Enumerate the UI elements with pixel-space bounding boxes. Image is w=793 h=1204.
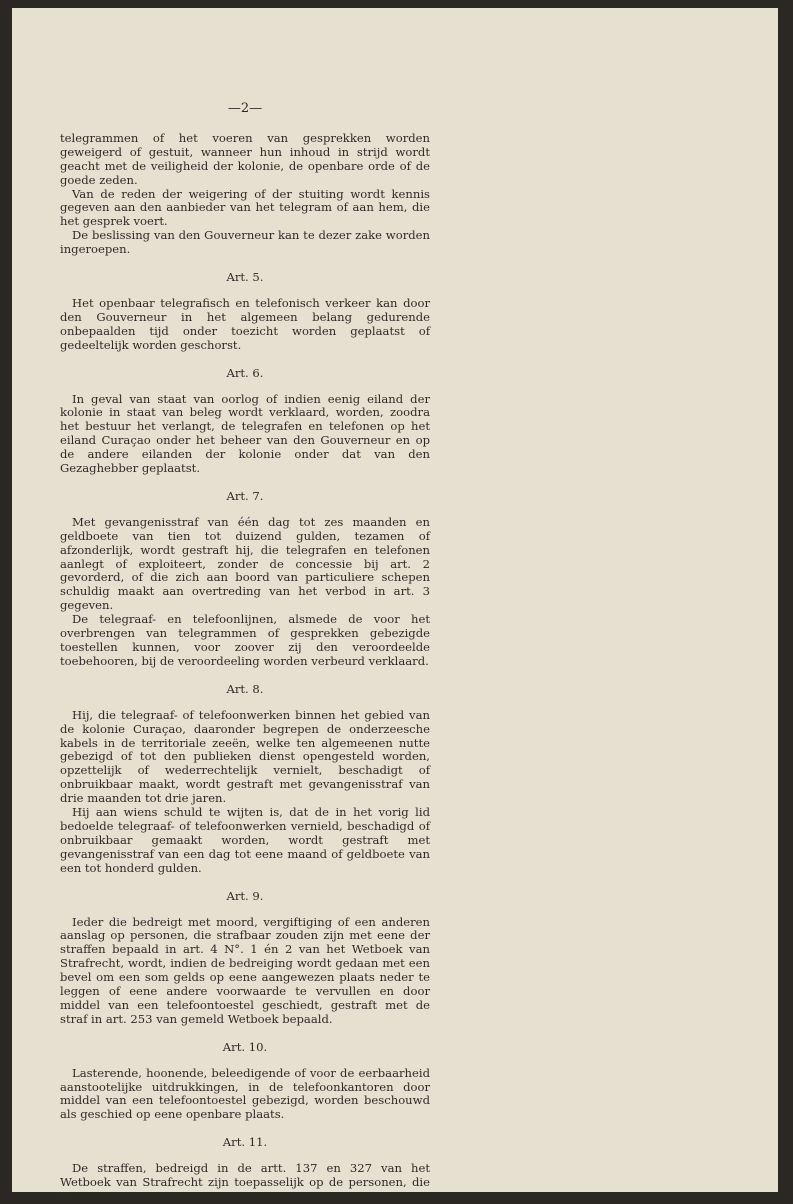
article-heading: Art. 5.: [226, 270, 264, 285]
article-heading: Art. 7.: [226, 488, 264, 503]
article-heading: Art. 9.: [226, 888, 264, 903]
paragraph: telegrammen of het voeren van gesprekken worden geweigerd of gestuit, wanneer hun inhoud in strijd wordt geacht met de veiligheid der kolonie, de openbare orde of de goede zeden.: [60, 130, 430, 187]
paragraph: Met gevangenisstraf van één dag tot zes maanden en geldboete van tien tot duizend gulden, tezamen of afzonderlijk, wordt gestraft hij, die telegrafen en telefonen aanlegt of exploiteert, zonder de concessie bij art. 2 gevorderd, of die zich aan boord van particuliere schepen schuldig maakt aan overtreding van het verbod in art. 3 gegeven.: [60, 514, 430, 613]
article-heading: Art. 11.: [222, 1135, 268, 1150]
page-number: —2—: [227, 101, 263, 116]
paragraph: In geval van staat van oorlog of indien eenig eiland der kolonie in staat van beleg wordt verklaard, worden, zoodra het bestuur het verlangt, de telegrafen en telefonen op het eiland Curaçao onder het beheer van den Gouverneur en op de andere eilanden der kolonie onder dat van den Gezaghebber geplaatst.: [60, 391, 430, 476]
paragraph: Lasterende, hoonende, beleedigende of voor de eerbaarheid aanstootelijke uitdrukkingen, in de telefoonkantoren door middel van een telefoontoestel gebezigd, worden beschouwd als geschied op eene openbare plaats.: [60, 1065, 430, 1122]
paragraph: Ieder die bedreigt met moord, vergiftiging of een anderen aanslag op personen, die strafbaar zouden zijn met eene der straffen bepaald in art. 4 N°. 1 én 2 van het Wetboek van Strafrecht, wordt, indien de bedreiging wordt gedaan met een bevel om een som gelds op eene aangewezen plaats neder te leggen of eene andere voorwaarde te vervullen en door middel van een telefoontoestel geschiedt, gestraft met de straf in art. 253 van gemeld Wetboek bepaald.: [60, 914, 430, 1026]
article-heading: Art. 8.: [226, 681, 264, 696]
paragraph: Van de reden der weigering of der stuiting wordt kennis gegeven aan den aanbieder van het telegram of aan hem, die het gesprek voert.: [60, 186, 430, 229]
paragraph: De telegraaf- en telefoonlijnen, alsmede de voor het overbrengen van telegrammen of gesprekken gebezigde toestellen kunnen, voor zoover zij den veroordeelde toebehooren, bij de veroordeeling worden verbeurd verklaard.: [60, 612, 430, 668]
paragraph: Hij, die telegraaf- of telefoonwerken binnen het gebied van de kolonie Curaçao, daaronder begrepen de onderzeesche kabels in de territoriale zeeën, welke ten algemeenen nutte gebezigd of tot den publieken dienst opengesteld worden, opzettelijk of wederrechtelijk vernielt, beschadigt of onbruikbaar maakt, wordt gestraft met gevangenisstraf van drie maanden tot drie jaren.: [60, 707, 430, 806]
article-heading: Art. 6.: [226, 365, 264, 380]
document-page: [12, 8, 778, 1203]
paragraph: De beslissing van den Gouverneur kan te dezer zake worden ingeroepen.: [60, 228, 430, 257]
paragraph: Hij aan wiens schuld te wijten is, dat de in het vorig lid bedoelde telegraaf- of telefoonwerken vernield, beschadigd of onbruikbaar gemaakt worden, wordt gestraft met gevangenisstraf van een dag tot eene maand of geldboete van een tot honderd gulden.: [60, 805, 430, 875]
paragraph: De straffen, bedreigd in de artt. 137 en 327 van het Wetboek van Strafrecht zijn toepasselijk op de personen, die in: [60, 1161, 430, 1203]
paragraph: Het openbaar telegrafisch en telefonisch verkeer kan door den Gouverneur in het algemeen belang gedurende onbepaalden tijd onder toezicht worden geplaatst of gedeeltelijk worden geschorst.: [60, 295, 430, 352]
article-heading: Art. 10.: [222, 1039, 268, 1054]
document-body: [60, 102, 430, 1204]
